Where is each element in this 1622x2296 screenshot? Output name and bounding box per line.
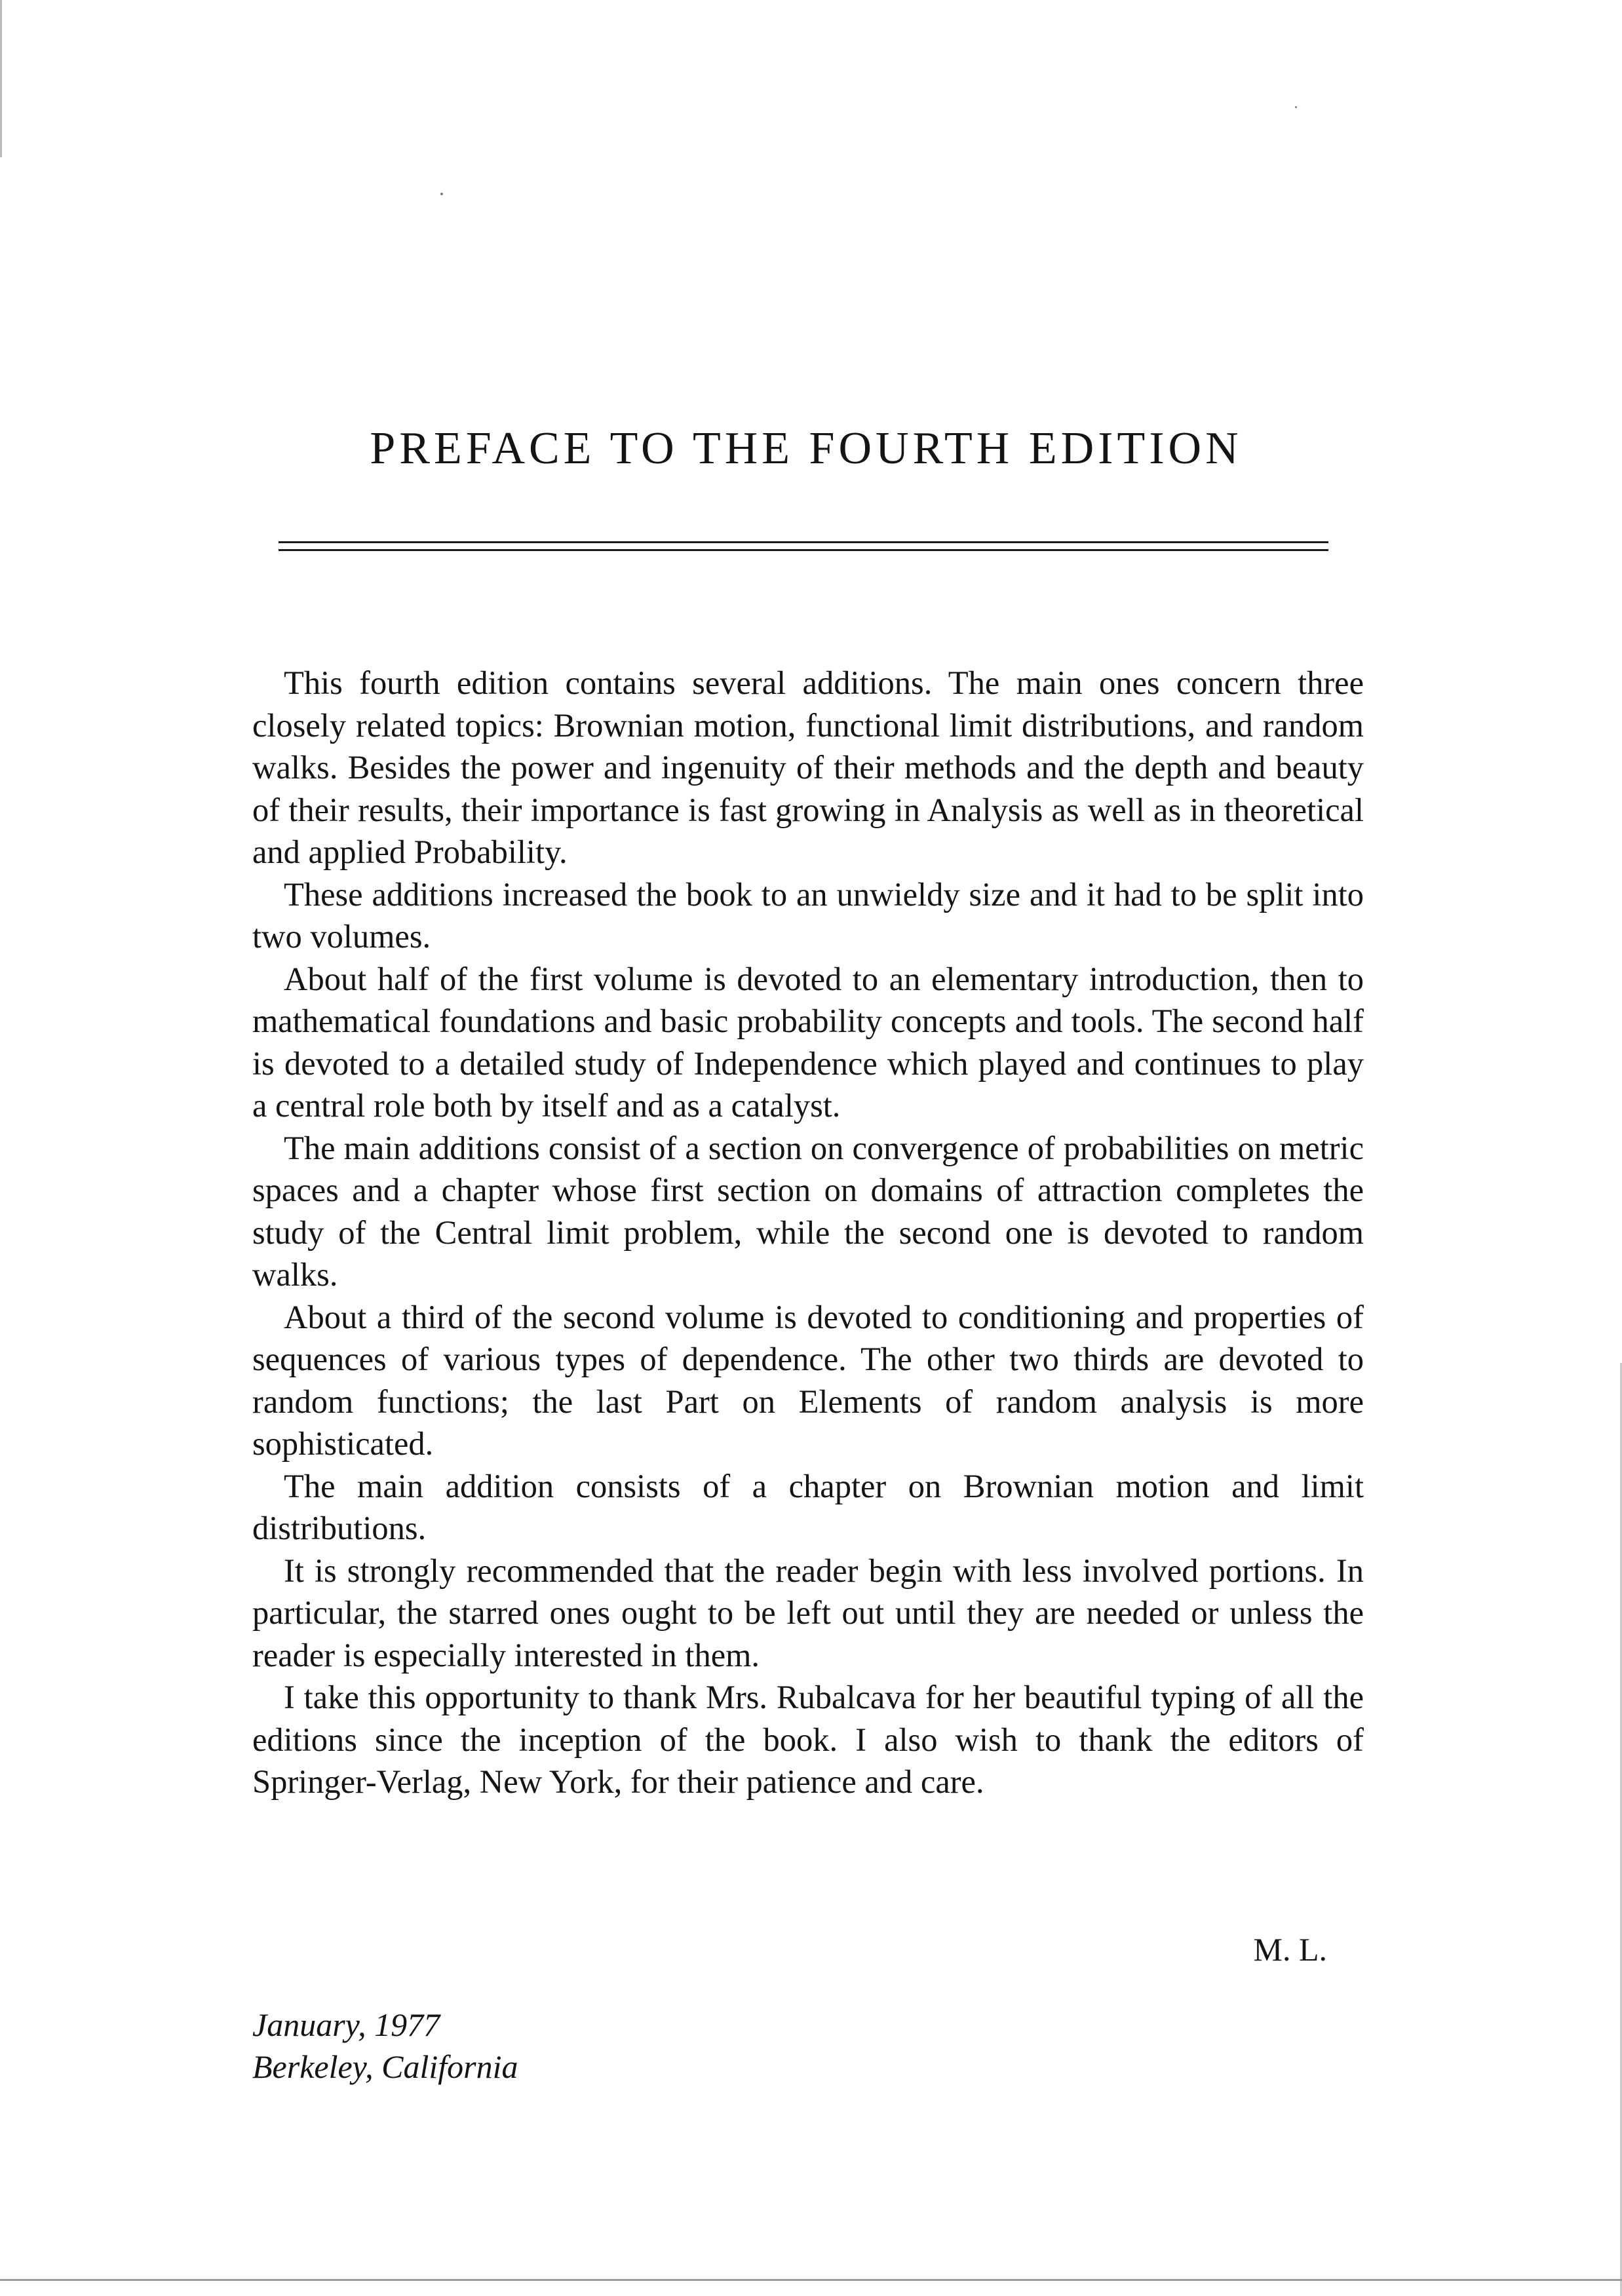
- scan-edge-left: [0, 0, 2, 157]
- author-initials: M. L.: [1253, 1931, 1327, 1968]
- paragraph: This fourth edition contains several additions. The main ones concern three closely related topics: Brownian motion, functional limit distributions, and random walks. Besides the power and ingenuity of their methods and the depth and beauty of their results, their importance is fast growing in Analysis as well as in theoretical and applied Probability.: [252, 664, 1364, 870]
- paragraph: It is strongly recommended that the reader begin with less involved portions. In particular, the starred ones ought to be left out until they are needed or unless the reader is especially interested in them.: [252, 1552, 1364, 1674]
- scan-speck: [440, 193, 443, 195]
- dateline: [252, 2004, 518, 2088]
- paragraph: The main additions consist of a section on convergence of probabilities on metric spaces and a chapter whose first section on domains of attraction completes the study of the Central limit problem, while the second one is devoted to random walks.: [252, 1129, 1364, 1293]
- paragraph: About half of the first volume is devoted to an elementary introduction, then to mathematical foundations and basic probability concepts and tools. The second half is devoted to a detailed study of Independence which played and continues to play a central role both by itself and as a catalyst.: [252, 960, 1364, 1124]
- scan-speck: [1295, 106, 1297, 108]
- preface-body: [252, 662, 1364, 1803]
- paragraph: These additions increased the book to an unwieldy size and it had to be split into two volumes.: [252, 875, 1364, 955]
- paragraph: The main addition consists of a chapter on Brownian motion and limit distributions.: [252, 1467, 1364, 1546]
- paragraph: I take this opportunity to thank Mrs. Rubalcava for her beautiful typing of all the editions since the inception of the book. I also wish to thank the editors of Springer-Verlag, New York, for their patience and care.: [252, 1679, 1364, 1800]
- scan-bottom-line: [0, 2279, 1622, 2281]
- place: Berkeley, California: [252, 2048, 518, 2085]
- title-rule-top: [279, 541, 1328, 543]
- page-title: PREFACE TO THE FOURTH EDITION: [370, 423, 1243, 474]
- paragraph: About a third of the second volume is devoted to conditioning and properties of sequences of various types of dependence. The other two thirds are devoted to random functions; the last Part on Elements of random analysis is more sophisticated.: [252, 1298, 1364, 1462]
- date: January, 1977: [252, 2006, 440, 2043]
- title-rule-bottom: [279, 549, 1328, 551]
